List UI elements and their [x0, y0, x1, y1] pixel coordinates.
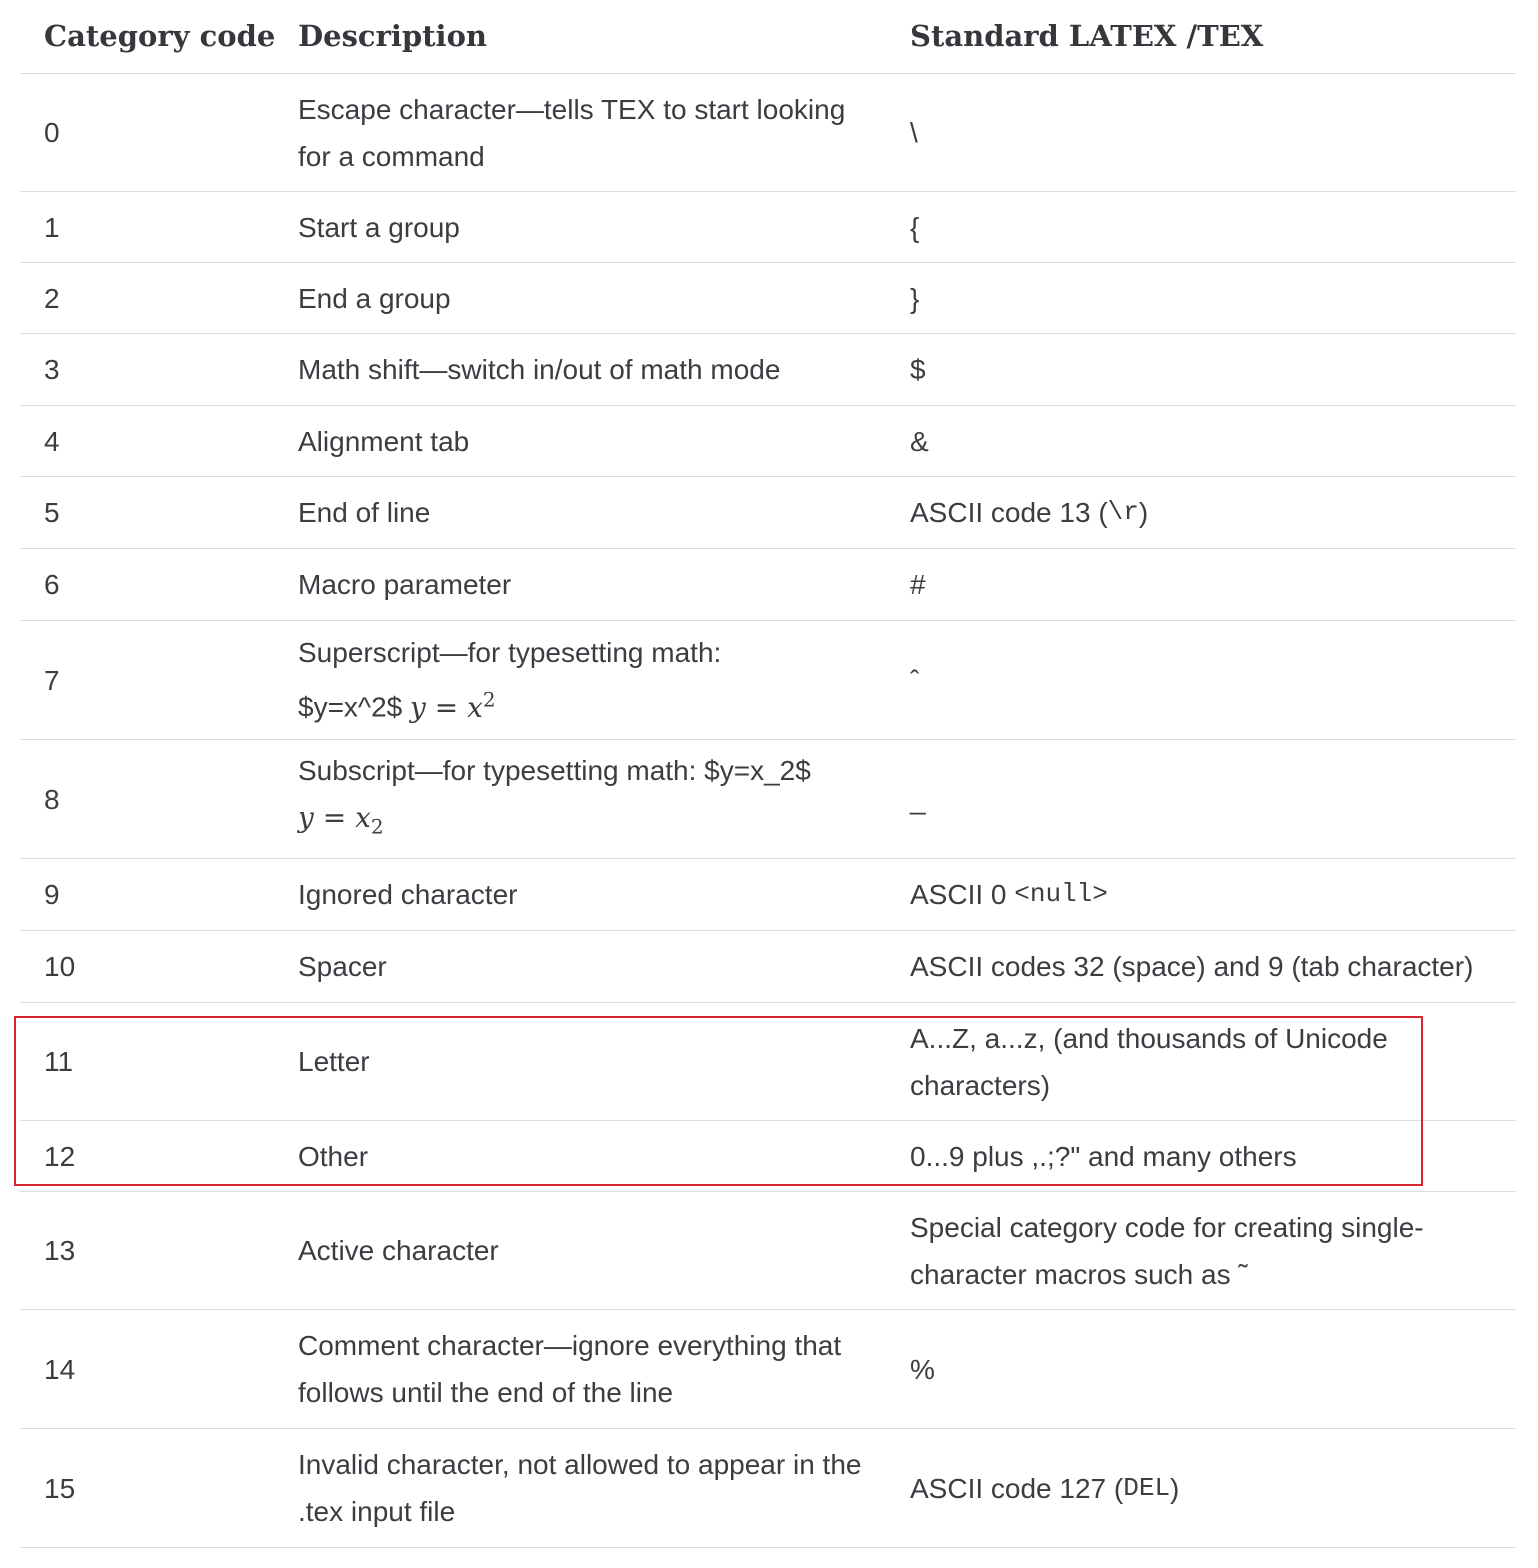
table-row: [20, 74, 1516, 192]
row-description: Other: [298, 1140, 369, 1172]
row-standard: ASCII codes 32 (space) and 9 (tab character): [910, 951, 1474, 982]
description-code: $y=x^2$: [298, 691, 403, 723]
row-description: Math shift—switch in/out of math mode: [298, 354, 781, 385]
category-code-table: [20, 0, 1516, 1548]
table-row: [20, 931, 1516, 1003]
table-row: [20, 406, 1516, 477]
row-description: Spacer: [298, 951, 387, 982]
standard-end: ): [1138, 497, 1149, 528]
row-code: 7: [44, 664, 60, 696]
row-standard: _: [910, 783, 926, 815]
row-description: Escape character—tells TEX to start looking for a command: [298, 93, 846, 172]
table-row: [20, 334, 1516, 406]
row-standard: &: [910, 425, 929, 457]
row-code: 11: [44, 1046, 74, 1077]
row-description: Invalid character, not allowed to appear in the .tex input file: [298, 1449, 862, 1527]
table-row: [20, 1003, 1516, 1121]
row-standard: [910, 1429, 1510, 1547]
table-header: [20, 0, 1516, 74]
table-row: [20, 192, 1516, 263]
standard-text: ASCII 0: [910, 879, 1015, 910]
row-standard: ˆ: [910, 664, 920, 696]
row-standard: 0...9 plus ,.;?" and many others: [910, 1140, 1297, 1172]
row-description: [298, 740, 878, 858]
description-text: Subscript—for typesetting math: $y=x_2$: [298, 755, 811, 787]
standard-code: DEL: [1123, 1472, 1171, 1503]
row-description: Start a group: [298, 211, 460, 243]
row-code: 3: [44, 354, 60, 385]
standard-text: ASCII code 127 (: [910, 1472, 1124, 1504]
row-code: 6: [44, 569, 60, 600]
row-code: 10: [44, 951, 76, 982]
table-row: [20, 549, 1516, 621]
row-standard: Special category code for creating single-character macros such as ˜: [910, 1211, 1424, 1290]
row-description: Active character: [298, 1235, 499, 1266]
row-description: Ignored character: [298, 879, 518, 910]
table-row: [20, 263, 1516, 334]
row-standard: %: [910, 1353, 935, 1385]
row-code: 8: [44, 783, 60, 815]
standard-end: ): [1170, 1472, 1180, 1504]
header-standard: Standard LATEX /TEX: [910, 19, 1264, 53]
row-code: 5: [44, 497, 60, 528]
row-standard: {: [910, 211, 920, 243]
table-row: [20, 1192, 1516, 1310]
math-expression: $y = x_2$: [298, 801, 384, 839]
table-row: [20, 1121, 1516, 1192]
row-standard: #: [910, 569, 926, 600]
table-row: [20, 1429, 1516, 1548]
row-standard: [910, 477, 1510, 548]
description-text: Superscript—for typesetting math:: [298, 637, 722, 669]
row-standard: }: [910, 282, 920, 314]
standard-code: <null>: [1014, 879, 1108, 909]
row-code: 2: [44, 282, 60, 314]
row-code: 12: [44, 1140, 76, 1172]
row-code: 4: [44, 425, 60, 457]
header-description: Description: [298, 19, 487, 53]
row-code: 15: [44, 1472, 76, 1504]
table-row: [20, 477, 1516, 549]
row-code: 14: [44, 1353, 76, 1385]
row-code: 9: [44, 879, 60, 910]
row-description: End a group: [298, 282, 451, 314]
standard-text: ASCII code 13 (: [910, 497, 1108, 528]
math-expression: $y = x^2$: [410, 687, 496, 724]
table-row: [20, 621, 1516, 740]
row-standard: [910, 859, 1510, 930]
description-math-line: [298, 676, 721, 730]
row-description: Alignment tab: [298, 425, 470, 457]
row-standard: A...Z, a...z, (and thousands of Unicode characters): [910, 1022, 1388, 1101]
table-row: [20, 859, 1516, 931]
table-row: [20, 740, 1516, 859]
row-standard: $: [910, 354, 926, 385]
row-description: Comment character—ignore everything that follows until the end of the line: [298, 1330, 842, 1408]
row-standard: \: [910, 117, 918, 148]
row-code: 13: [44, 1235, 76, 1266]
header-category-code: Category code: [44, 19, 276, 53]
row-description: Macro parameter: [298, 569, 512, 600]
row-description: End of line: [298, 497, 431, 528]
standard-code: \r: [1107, 497, 1139, 527]
row-description: [298, 621, 878, 739]
row-code: 1: [44, 211, 60, 243]
row-description: Letter: [298, 1046, 370, 1077]
table-row: [20, 1310, 1516, 1429]
row-code: 0: [44, 117, 60, 148]
